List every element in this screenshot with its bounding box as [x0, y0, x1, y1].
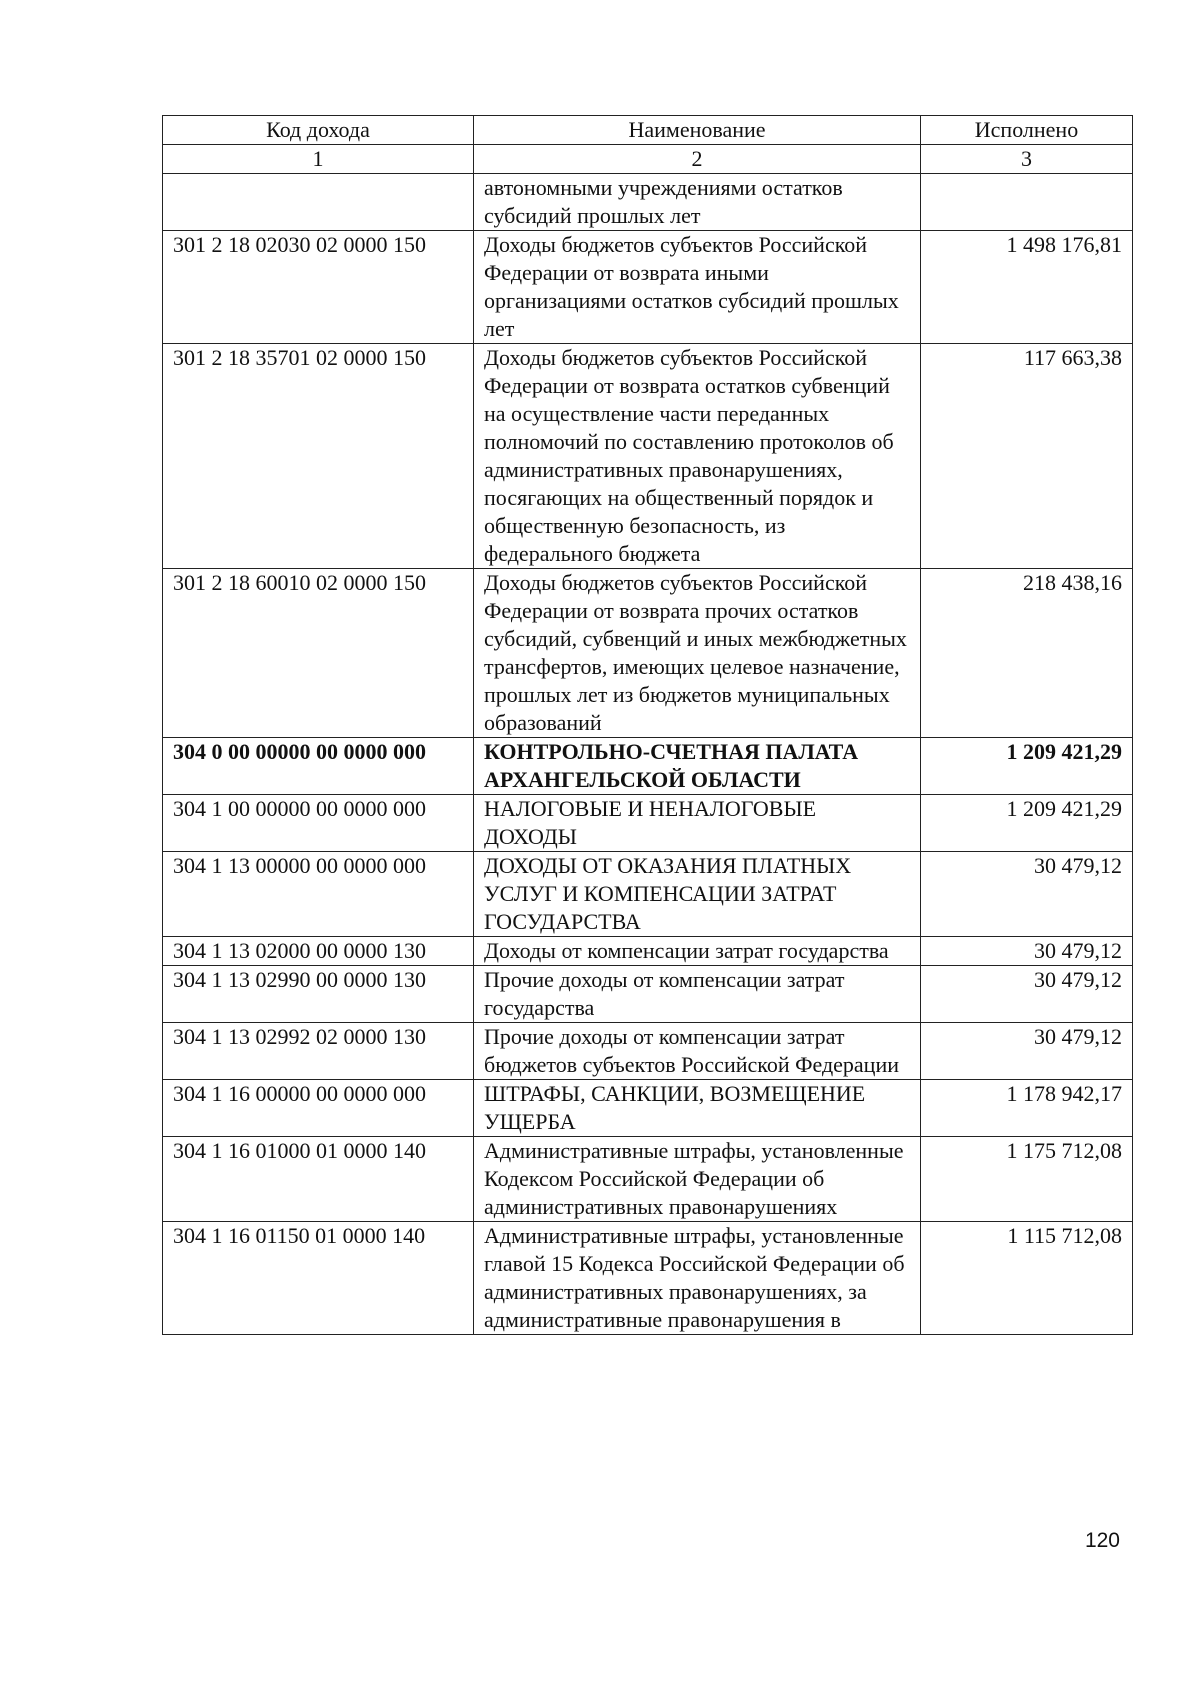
table-header-row [163, 116, 1133, 145]
income-name: Доходы бюджетов субъектов Российской Федерации от возврата иными организациями остатков субсидий прошлых лет [474, 231, 921, 344]
table-row [163, 852, 1133, 937]
table-row [163, 174, 1133, 231]
table-row [163, 569, 1133, 738]
income-code: 304 1 00 00000 00 0000 000 [163, 795, 474, 852]
executed-amount: 30 479,12 [921, 937, 1133, 966]
table-row [163, 795, 1133, 852]
executed-amount: 1 178 942,17 [921, 1080, 1133, 1137]
table-row [163, 966, 1133, 1023]
income-code: 304 1 16 01150 01 0000 140 [163, 1222, 474, 1335]
column-number: 3 [921, 145, 1133, 174]
table-row [163, 1137, 1133, 1222]
income-code: 304 0 00 00000 00 0000 000 [163, 738, 474, 795]
table-row [163, 1080, 1133, 1137]
executed-amount: 1 175 712,08 [921, 1137, 1133, 1222]
income-code: 304 1 16 01000 01 0000 140 [163, 1137, 474, 1222]
income-code: 304 1 13 02990 00 0000 130 [163, 966, 474, 1023]
executed-amount: 1 498 176,81 [921, 231, 1133, 344]
table-row [163, 231, 1133, 344]
income-name: Доходы бюджетов субъектов Российской Федерации от возврата остатков субвенций на осуществление части переданных полномочий по составлению протоколов об административных правонарушениях, посягающих на общественный порядок и общественную безопасность, из федерального бюджета [474, 344, 921, 569]
executed-amount: 1 209 421,29 [921, 795, 1133, 852]
executed-amount [921, 174, 1133, 231]
income-name: Прочие доходы от компенсации затрат бюджетов субъектов Российской Федерации [474, 1023, 921, 1080]
executed-amount: 1 115 712,08 [921, 1222, 1133, 1335]
header-income-code: Код дохода [163, 116, 474, 145]
column-number: 1 [163, 145, 474, 174]
column-number-row [163, 145, 1133, 174]
income-code [163, 174, 474, 231]
table-row [163, 1023, 1133, 1080]
income-code: 304 1 13 02992 02 0000 130 [163, 1023, 474, 1080]
table-row [163, 937, 1133, 966]
revenue-table [162, 115, 1133, 1335]
income-name: НАЛОГОВЫЕ И НЕНАЛОГОВЫЕ ДОХОДЫ [474, 795, 921, 852]
income-name: Доходы от компенсации затрат государства [474, 937, 921, 966]
table-row [163, 1222, 1133, 1335]
executed-amount: 30 479,12 [921, 1023, 1133, 1080]
income-code: 304 1 13 00000 00 0000 000 [163, 852, 474, 937]
executed-amount: 30 479,12 [921, 852, 1133, 937]
executed-amount: 30 479,12 [921, 966, 1133, 1023]
income-code: 301 2 18 02030 02 0000 150 [163, 231, 474, 344]
executed-amount: 117 663,38 [921, 344, 1133, 569]
income-name: Прочие доходы от компенсации затрат государства [474, 966, 921, 1023]
header-name: Наименование [474, 116, 921, 145]
page-number: 120 [1084, 1529, 1120, 1552]
income-code: 304 1 16 00000 00 0000 000 [163, 1080, 474, 1137]
column-number: 2 [474, 145, 921, 174]
income-name: Административные штрафы, установленные главой 15 Кодекса Российской Федерации об административных правонарушениях, за административные правонарушения в [474, 1222, 921, 1335]
income-name: Административные штрафы, установленные Кодексом Российской Федерации об административных правонарушениях [474, 1137, 921, 1222]
table-row-section-total [163, 738, 1133, 795]
executed-amount: 1 209 421,29 [921, 738, 1133, 795]
executed-amount: 218 438,16 [921, 569, 1133, 738]
income-name: КОНТРОЛЬНО-СЧЕТНАЯ ПАЛАТА АРХАНГЕЛЬСКОЙ ОБЛАСТИ [474, 738, 921, 795]
table-row [163, 344, 1133, 569]
income-name: Доходы бюджетов субъектов Российской Федерации от возврата прочих остатков субсидий, субвенций и иных межбюджетных трансфертов, имеющих целевое назначение, прошлых лет из бюджетов муниципальных образований [474, 569, 921, 738]
income-name: ШТРАФЫ, САНКЦИИ, ВОЗМЕЩЕНИЕ УЩЕРБА [474, 1080, 921, 1137]
income-code: 301 2 18 60010 02 0000 150 [163, 569, 474, 738]
income-code: 304 1 13 02000 00 0000 130 [163, 937, 474, 966]
income-name: автономными учреждениями остатков субсидий прошлых лет [474, 174, 921, 231]
header-executed: Исполнено [921, 116, 1133, 145]
income-code: 301 2 18 35701 02 0000 150 [163, 344, 474, 569]
income-name: ДОХОДЫ ОТ ОКАЗАНИЯ ПЛАТНЫХ УСЛУГ И КОМПЕНСАЦИИ ЗАТРАТ ГОСУДАРСТВА [474, 852, 921, 937]
